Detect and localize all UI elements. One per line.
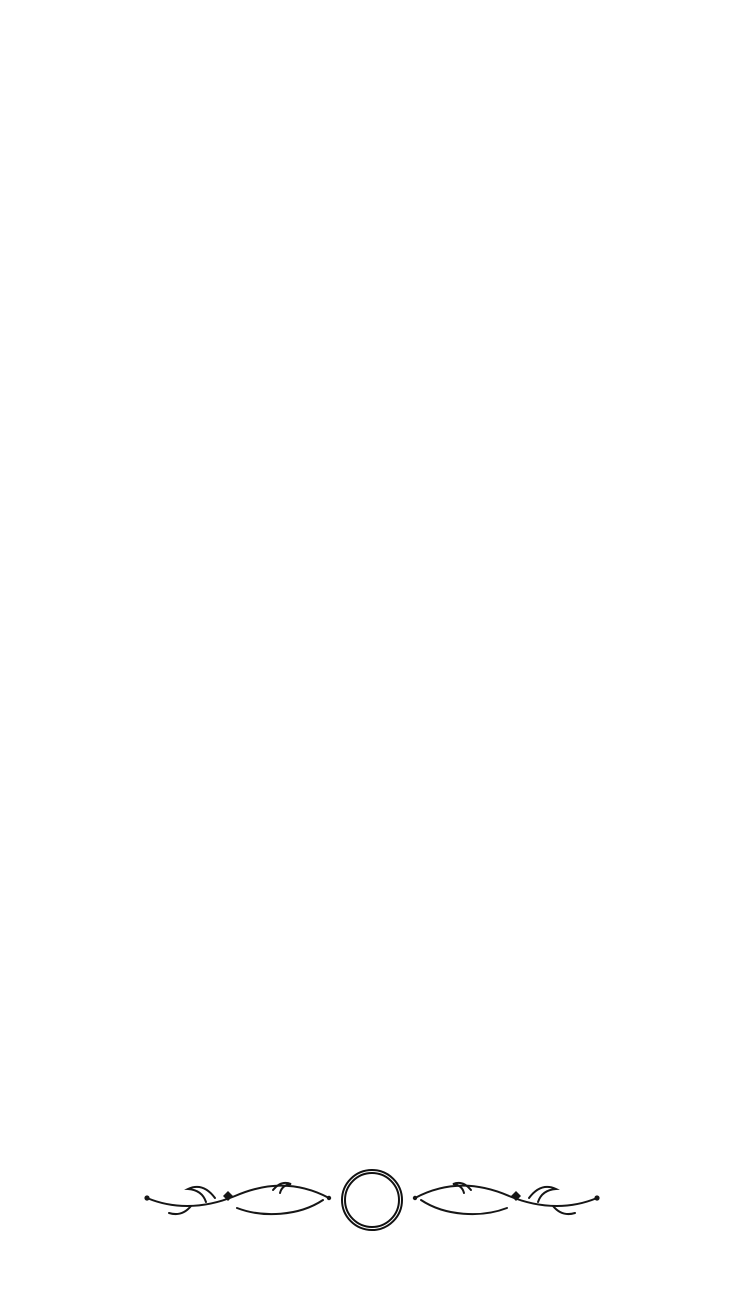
page-number-circle	[341, 1169, 403, 1231]
page-footer	[0, 1168, 744, 1232]
flourish-right-icon	[411, 1168, 601, 1232]
flourish-left-icon	[143, 1168, 333, 1232]
